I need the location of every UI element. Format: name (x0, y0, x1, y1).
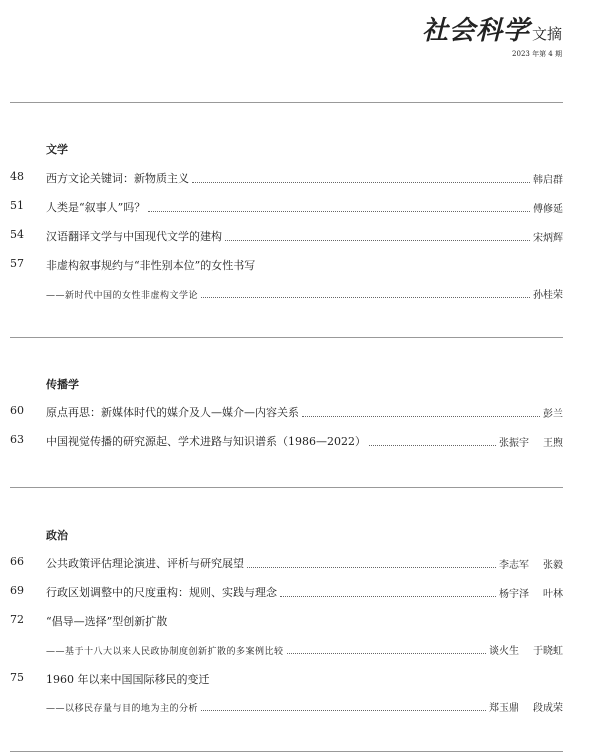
article-author (499, 556, 563, 571)
divider (10, 102, 563, 103)
dot-leader (192, 181, 530, 183)
article-title: 西方文论关键词：新物质主义 (46, 172, 189, 185)
article-author (499, 434, 563, 449)
article-author: 韩启群 (533, 175, 563, 186)
page-number: 51 (10, 199, 24, 212)
toc-entry[interactable] (0, 584, 589, 602)
dot-leader (225, 239, 530, 241)
journal-logo-main: 社会科学 (421, 16, 530, 46)
article-author (489, 699, 563, 714)
dot-leader (369, 444, 496, 446)
article-title: “倡导—选择”型创新扩散 (46, 615, 168, 628)
author-name: 杨宇泽 (499, 589, 529, 600)
toc-entry-subtitle[interactable] (0, 642, 589, 660)
page-number: 69 (10, 584, 24, 597)
dot-leader (148, 210, 530, 212)
author-name: 王煦 (543, 438, 563, 449)
article-subtitle: ——基于十八大以来人民政协制度创新扩散的多案例比较 (46, 647, 284, 657)
author-name: 谈火生 (489, 646, 519, 657)
journal-logo (422, 10, 562, 47)
page-number: 72 (10, 613, 24, 626)
dot-leader (302, 415, 540, 417)
page-number: 66 (10, 555, 24, 568)
article-author: 孙桂荣 (533, 290, 563, 301)
page-number: 60 (10, 404, 24, 417)
article-author: 彭兰 (543, 409, 563, 420)
page-number: 57 (10, 257, 24, 270)
page-number: 54 (10, 228, 24, 241)
toc-entry[interactable] (0, 257, 589, 275)
issue-label: 2023 年第 4 期 (512, 50, 562, 58)
page-number: 48 (10, 170, 24, 183)
article-title: 原点再思：新媒体时代的媒介及人—媒介—内容关系 (46, 406, 299, 419)
author-name: 叶林 (543, 589, 563, 600)
dot-leader (287, 652, 486, 654)
author-name: 郑玉鼎 (489, 703, 519, 714)
article-author (499, 585, 563, 600)
divider (10, 751, 563, 752)
dot-leader (201, 296, 530, 298)
article-title: 人类是“叙事人”吗？ (46, 201, 146, 214)
toc-entry[interactable] (0, 199, 589, 217)
divider (10, 337, 563, 338)
page-number: 75 (10, 671, 24, 684)
dot-leader (280, 595, 496, 597)
toc-entry[interactable] (0, 671, 589, 689)
dot-leader (201, 709, 486, 711)
journal-logo-suffix: 文摘 (531, 25, 562, 43)
article-subtitle: ——以移民存量与目的地为主的分析 (46, 704, 199, 714)
author-name: 于晓虹 (533, 646, 563, 657)
journal-header (422, 10, 562, 59)
article-title: 公共政策评估理论演进、评析与研究展望 (46, 557, 244, 570)
article-title: 汉语翻译文学与中国现代文学的建构 (46, 230, 222, 243)
author-name: 张振宇 (499, 438, 529, 449)
section-title-literature: 文学 (46, 143, 68, 156)
article-title: 中国视觉传播的研究源起、学术进路与知识谱系（1986—2022） (46, 435, 366, 448)
article-author: 宋炳辉 (533, 233, 563, 244)
article-author (489, 642, 563, 657)
page-number: 63 (10, 433, 24, 446)
article-title: 1960 年以来中国国际移民的变迁 (46, 673, 210, 686)
toc-entry[interactable] (0, 404, 589, 422)
article-title: 行政区划调整中的尺度重构：规则、实践与理念 (46, 586, 277, 599)
author-name: 张毅 (543, 560, 563, 571)
toc-entry-subtitle[interactable] (0, 286, 589, 304)
article-author: 傅修延 (533, 204, 563, 215)
toc-entry[interactable] (0, 613, 589, 631)
author-name: 李志军 (499, 560, 529, 571)
divider (10, 487, 563, 488)
article-subtitle: ——新时代中国的女性非虚构文学论 (46, 291, 199, 301)
toc-entry[interactable] (0, 228, 589, 246)
toc-entry[interactable] (0, 170, 589, 188)
toc-entry[interactable] (0, 433, 589, 451)
toc-entry[interactable] (0, 555, 589, 573)
article-title: 非虚构叙事规约与“非性别本位”的女性书写 (46, 259, 256, 272)
toc-entry-subtitle[interactable] (0, 699, 589, 717)
author-name: 段成荣 (533, 703, 563, 714)
section-title-politics: 政治 (46, 529, 68, 542)
dot-leader (247, 566, 496, 568)
section-title-communication: 传播学 (46, 378, 79, 391)
